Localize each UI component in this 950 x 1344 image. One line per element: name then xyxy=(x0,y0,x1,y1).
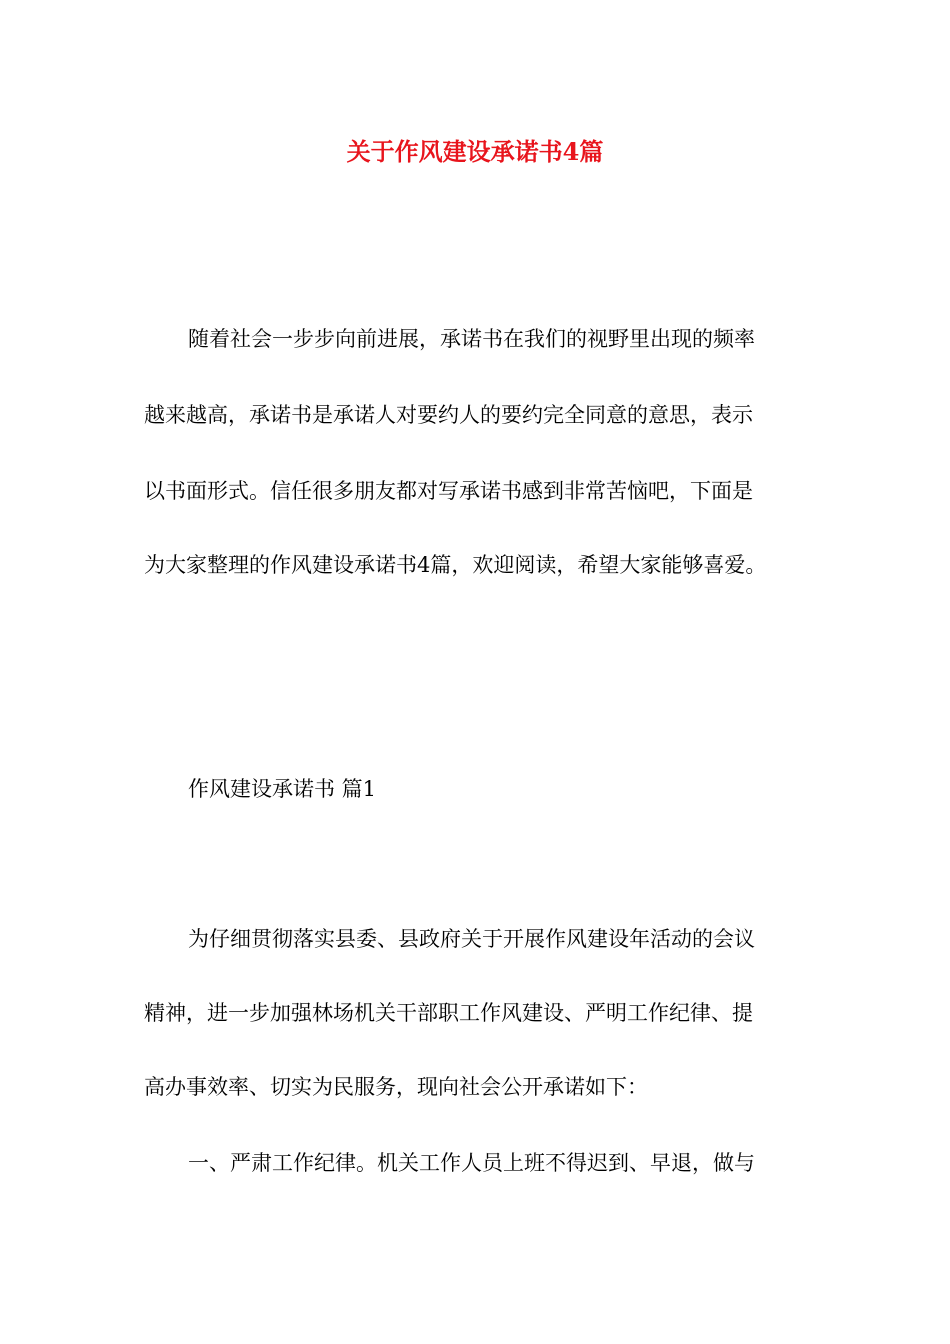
intro-line-4: 为大家整理的作风建设承诺书4篇，欢迎阅读，希望大家能够喜爱。 xyxy=(144,553,767,577)
body-line-1: 为仔细贯彻落实县委、县政府关于开展作风建设年活动的会议 xyxy=(188,927,755,951)
body-line-4: 一、严肃工作纪律。机关工作人员上班不得迟到、早退，做与 xyxy=(188,1151,755,1175)
section-heading: 作风建设承诺书 篇1 xyxy=(188,777,377,801)
body-line-3: 高办事效率、切实为民服务，现向社会公开承诺如下： xyxy=(144,1075,648,1099)
intro-line-1: 随着社会一步步向前进展，承诺书在我们的视野里出现的频率 xyxy=(188,327,755,351)
body-line-2: 精神，进一步加强林场机关干部职工作风建设、严明工作纪律、提 xyxy=(144,1001,753,1025)
intro-line-3: 以书面形式。信任很多朋友都对写承诺书感到非常苦恼吧，下面是 xyxy=(144,479,753,503)
intro-line-2: 越来越高，承诺书是承诺人对要约人的要约完全同意的意思，表示 xyxy=(144,403,753,427)
document-title: 关于作风建设承诺书4篇 xyxy=(346,137,604,166)
